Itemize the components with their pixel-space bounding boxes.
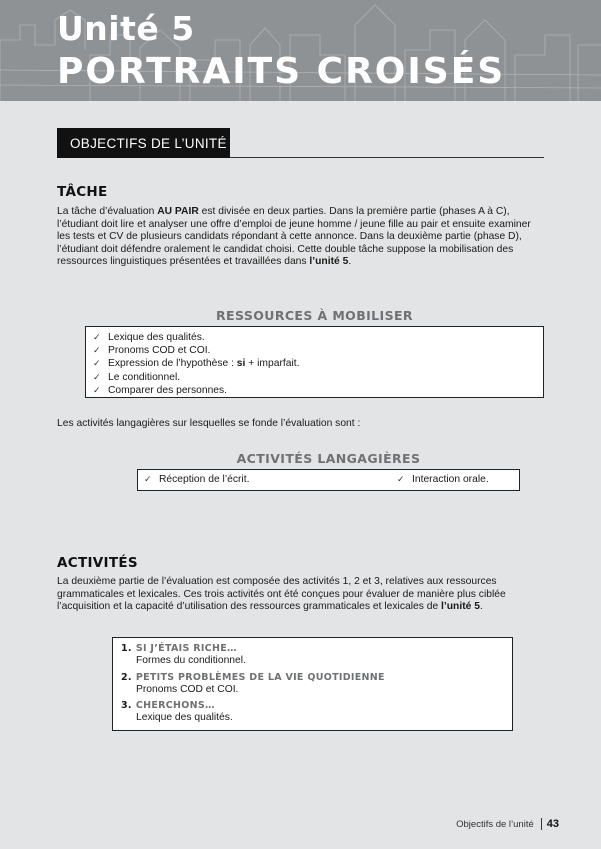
unit-header — [0, 0, 601, 101]
objectives-divider — [230, 157, 544, 158]
check-icon: ✓ — [397, 474, 405, 484]
objectives-banner: OBJECTIFS DE L’UNITÉ — [57, 128, 230, 158]
check-icon: ✓ — [93, 371, 101, 382]
list-item: ✓ Pronoms COD et COI. — [93, 345, 211, 357]
ressources-box — [85, 326, 544, 398]
activity-list-box — [112, 637, 513, 731]
list-item: 1. SI J’ÉTAIS RICHE… Formes du conditionnel. — [121, 643, 246, 666]
activites-heading: ACTIVITÉS — [57, 555, 138, 571]
activites-intro: Les activités langagières sur lesquelles se fonde l’évaluation sont : — [57, 418, 361, 429]
check-icon: ✓ — [93, 332, 101, 342]
tache-paragraph: La tâche d’évaluation AU PAIR est divisée en deux parties. Dans la première partie (phases A à C), l’étudiant doit lire et analyser une offre d’emploi de jeune homme / jeune fille au pair et ensuite examiner les tests et CV de plusieurs candidats répondant à cette annonce. Dans la deuxième partie (phase D), l’étudiant doit défendre oralement le candidat choisi. Cette double tâche suppose la mobilisation des ressources linguistiques présentées et travaillées dans l’unité 5. — [57, 206, 531, 268]
list-item: ✓ Le conditionnel. — [93, 371, 181, 383]
list-item: 3. CHERCHONS… Lexique des qualités. — [121, 700, 233, 723]
list-item: ✓ Comparer des personnes. — [93, 384, 228, 396]
check-icon: ✓ — [93, 384, 101, 395]
unit-subtitle: PORTRAITS CROISÉS — [57, 51, 506, 92]
list-item: ✓ Interaction orale. — [397, 474, 489, 485]
check-icon: ✓ — [93, 358, 101, 369]
list-item: ✓ Expression de l’hypothèse : si + imparfait. — [93, 358, 300, 370]
list-item: ✓ Lexique des qualités. — [93, 332, 205, 343]
page-footer — [456, 818, 559, 830]
check-icon: ✓ — [93, 345, 101, 356]
footer-label: Objectifs de l’unité — [456, 818, 534, 830]
activites-langagieres-heading: ACTIVITÉS LANGAGIÈRES — [236, 451, 421, 466]
list-item: ✓ Réception de l’écrit. — [144, 474, 250, 485]
page-number: 43 — [546, 818, 559, 830]
tache-heading: TÂCHE — [57, 184, 108, 200]
footer-separator — [541, 818, 542, 830]
list-item: 2. PETITS PROBLÈMES DE LA VIE QUOTIDIENNE Pronoms COD et COI. — [121, 671, 385, 695]
check-icon: ✓ — [144, 474, 152, 484]
activites-langagieres-box — [137, 469, 520, 491]
unit-number-title: Unité 5 — [57, 9, 195, 48]
ressources-heading: RESSOURCES À MOBILISER — [216, 308, 413, 323]
activites-paragraph: La deuxième partie de l’évaluation est composée des activités 1, 2 et 3, relatives aux ressources grammaticales et lexicales. Ces trois activités ont été conçues pour évaluer de manière plus ciblée l’acquisition et la capacité d’utilisation des ressources grammaticales et lexicales de l’unité 5. — [57, 576, 506, 613]
